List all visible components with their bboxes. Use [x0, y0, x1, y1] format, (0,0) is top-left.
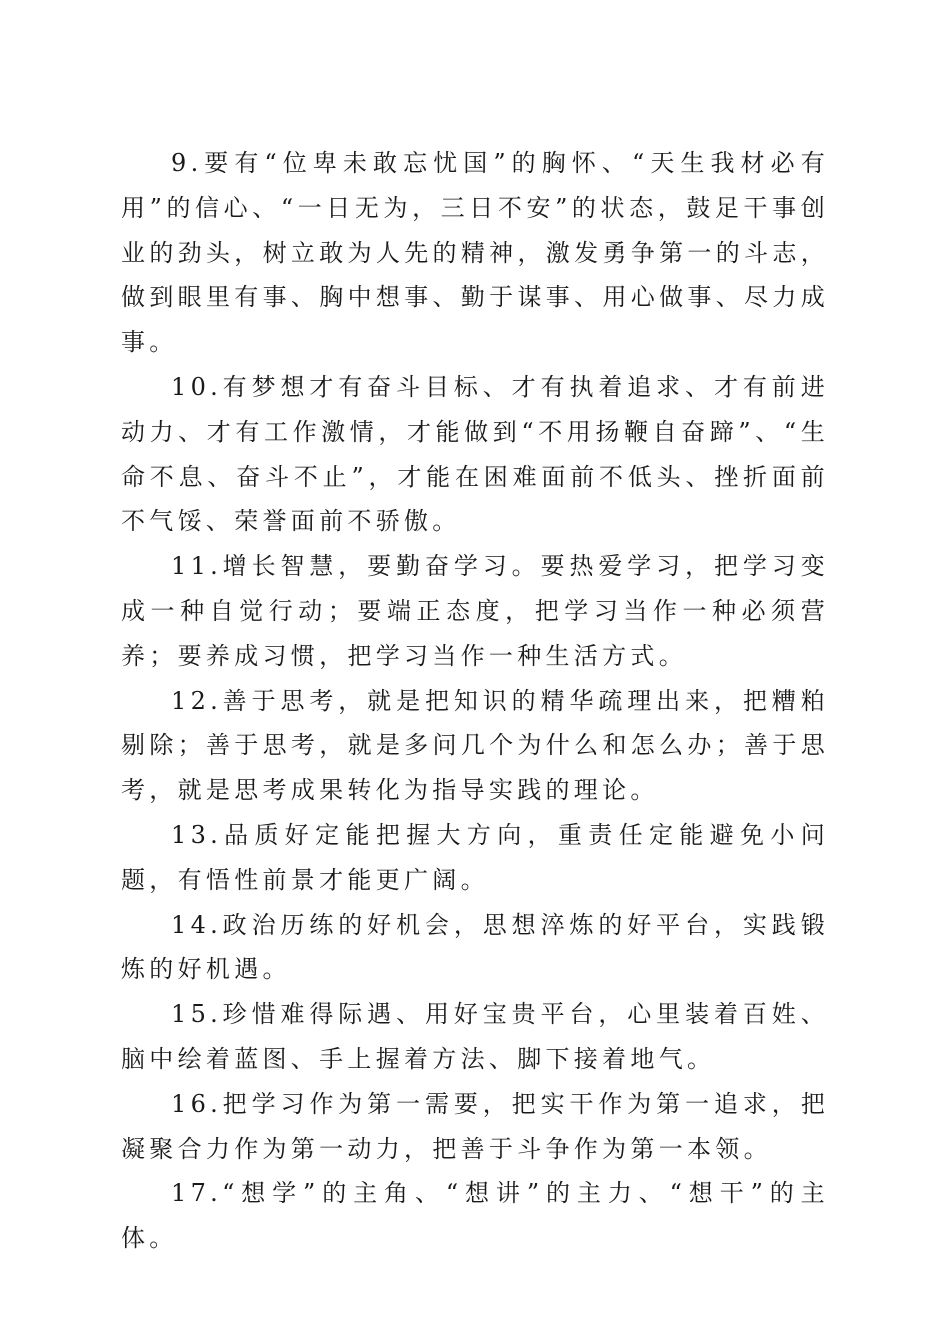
paragraph-12: 12.善于思考，就是把知识的精华疏理出来，把糟粕剔除；善于思考，就是多问几个为什么和怎么办；善于思考，就是思考成果转化为指导实践的理论。 [121, 686, 829, 805]
paragraph-14: 14.政治历练的好机会，思想淬炼的好平台，实践锻炼的好机遇。 [121, 910, 829, 984]
paragraph-11: 11.增长智慧，要勤奋学习。要热爱学习，把学习变成一种自觉行动；要端正态度，把学习当作一种必须营养；要养成习惯，把学习当作一种生活方式。 [121, 552, 829, 670]
paragraph-16: 16.把学习作为第一需要，把实干作为第一追求，把凝聚合力作为第一动力，把善于斗争作为第一本领。 [121, 1089, 829, 1163]
document-body [121, 141, 829, 1261]
paragraph-10: 10.有梦想才有奋斗目标、才有执着追求、才有前进动力、才有工作激情，才能做到“不用扬鞭自奋蹄”、“生命不息、奋斗不止”，才能在困难面前不低头、挫折面前不气馁、荣誉面前不骄傲。 [121, 372, 829, 536]
paragraph-15: 15.珍惜难得际遇、用好宝贵平台，心里装着百姓、脑中绘着蓝图、手上握着方法、脚下接着地气。 [121, 1000, 829, 1073]
paragraph-13: 13.品质好定能把握大方向，重责任定能避免小问题，有悟性前景才能更广阔。 [121, 820, 829, 894]
paragraph-9: 9.要有“位卑未敢忘忧国”的胸怀、“天生我材必有用”的信心、“一日无为，三日不安”的状态，鼓足干事创业的劲头，树立敢为人先的精神，激发勇争第一的斗志，做到眼里有事、胸中想事、勤于谋事、用心做事、尽力成事。 [121, 149, 829, 357]
paragraph-17: 17.“想学”的主角、“想讲”的主力、“想干”的主体。 [121, 1179, 829, 1253]
